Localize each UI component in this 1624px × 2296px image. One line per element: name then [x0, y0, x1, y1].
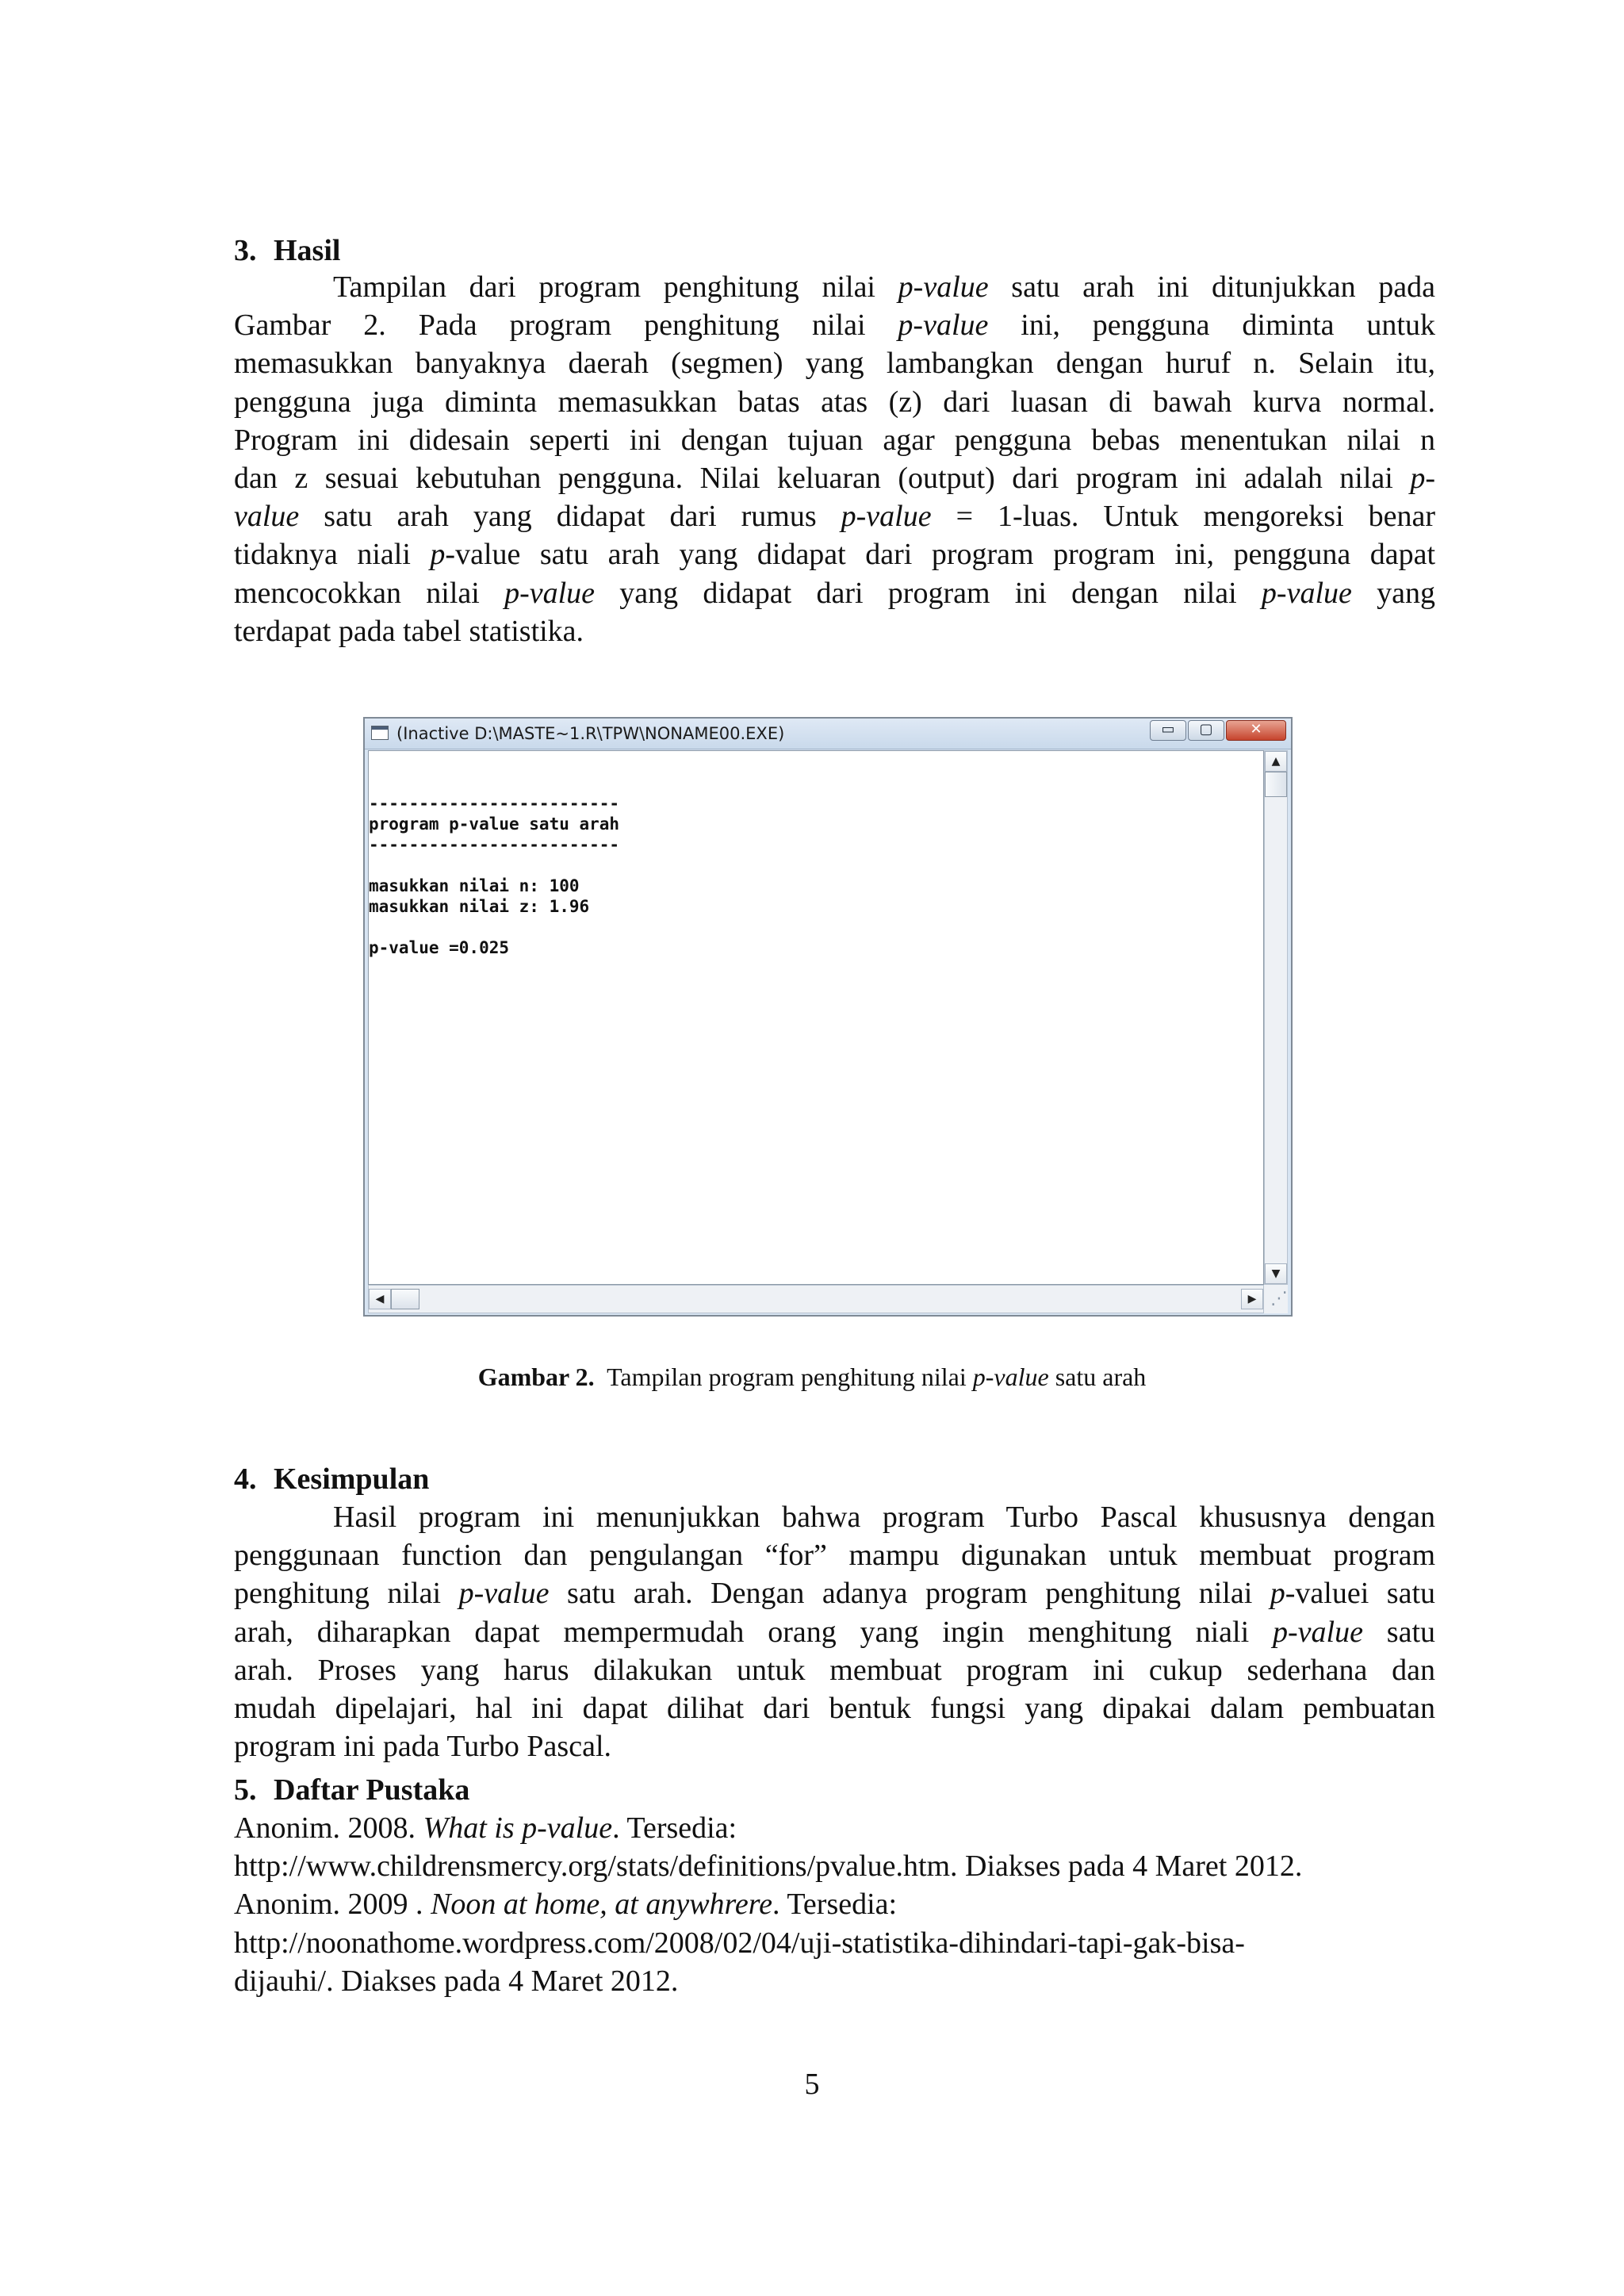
text-run: satu arah yang didapat dari rumus	[299, 500, 841, 534]
text-line	[234, 1962, 1302, 2000]
window-title: (Inactive D:\MASTE~1.R\TPW\NONAME00.EXE)	[396, 724, 785, 743]
italic-run: p-value	[898, 270, 989, 304]
text-line	[234, 1574, 1435, 1612]
text-line	[234, 459, 1435, 497]
console-line: program p-value satu arah	[369, 815, 620, 834]
italic-run: value	[234, 500, 300, 534]
text-run: yang	[1351, 576, 1435, 610]
section-title: Kesimpulan	[274, 1462, 430, 1496]
italic-run: p-value	[1273, 1615, 1363, 1649]
text-run: satu arah. Dengan adanya program penghitung nilai	[549, 1577, 1270, 1611]
text-run: Tampilan dari program penghitung nilai	[333, 270, 898, 304]
caption-label: Gambar 2.	[477, 1363, 595, 1391]
text-run: Program ini didesain seperti ini dengan tujuan agar pengguna bebas menentukan nilai n	[234, 423, 1435, 457]
horizontal-scroll-thumb[interactable]	[391, 1289, 419, 1309]
section-number: 4.	[234, 1462, 257, 1496]
scroll-up-icon[interactable]: ▲	[1265, 751, 1287, 772]
vertical-scroll-thumb[interactable]	[1265, 772, 1287, 797]
text-run: Gambar 2. Pada program penghitung nilai	[234, 309, 898, 343]
figure-caption	[0, 1361, 1624, 1393]
text-line	[234, 1536, 1435, 1574]
reference-list	[234, 1809, 1302, 2000]
text-run: penghitung nilai	[234, 1577, 459, 1611]
text-line	[234, 1809, 1302, 1847]
italic-run: Noon at home, at anywhrere	[431, 1888, 773, 1922]
italic-run: p-value	[504, 576, 596, 610]
scroll-down-icon[interactable]: ▼	[1265, 1263, 1287, 1284]
text-run: dijauhi/. Diakses pada 4 Maret 2012.	[234, 1964, 679, 1998]
text-line	[234, 1498, 1435, 1536]
text-line	[234, 1651, 1435, 1689]
text-line	[234, 344, 1435, 382]
window-title-bar	[365, 719, 1291, 749]
section-heading-kesimpulan	[234, 1460, 429, 1498]
text-line	[234, 574, 1435, 612]
text-run: . Tersedia:	[772, 1888, 898, 1922]
section-number: 5.	[234, 1773, 257, 1807]
horizontal-scrollbar[interactable]	[368, 1285, 1264, 1313]
resize-grip-icon[interactable]: ⋰	[1264, 1285, 1288, 1313]
text-line	[234, 1847, 1302, 1885]
text-run: mencocokkan nilai	[234, 576, 505, 610]
console-line: masukkan nilai n: 100	[369, 876, 580, 895]
section-number: 3.	[234, 234, 257, 267]
section-heading-daftar-pustaka	[234, 1771, 469, 1809]
text-line	[234, 1885, 1302, 1923]
text-line	[234, 268, 1435, 306]
text-line	[234, 306, 1435, 344]
text-run: arah. Proses yang harus dilakukan untuk membuat program ini cukup sederhana dan	[234, 1653, 1435, 1687]
text-run: -valuei satu	[1285, 1577, 1435, 1611]
text-run: Anonim. 2009 .	[234, 1888, 431, 1922]
text-run: . Tersedia:	[612, 1811, 737, 1845]
italic-run: What is p-value	[423, 1811, 613, 1845]
hasil-paragraph	[234, 268, 1435, 650]
console-line: -------------------------	[369, 794, 620, 813]
text-line	[234, 1613, 1435, 1651]
text-run: program ini pada Turbo Pascal.	[234, 1730, 612, 1764]
text-run: yang didapat dari program ini dengan nilai	[595, 576, 1262, 610]
text-run: memasukkan banyaknya daerah (segmen) yang lambangkan dengan huruf n. Selain itu,	[234, 347, 1435, 381]
text-run: = 1-luas. Untuk mengoreksi benar	[931, 500, 1435, 534]
text-line	[234, 1727, 1435, 1765]
italic-run: p	[430, 538, 446, 572]
italic-run: p-value	[898, 309, 989, 343]
console-line: -------------------------	[369, 835, 620, 854]
text-run: mudah dipelajari, hal ini dapat dilihat dari bentuk fungsi yang dipakai dalam pembuatan	[234, 1691, 1435, 1725]
italic-run: p-	[1410, 461, 1435, 495]
console-app-icon	[371, 726, 389, 740]
text-line	[234, 535, 1435, 573]
caption-text-italic: p-value	[972, 1363, 1049, 1391]
text-run: terdapat pada tabel statistika.	[234, 614, 584, 648]
italic-run: p-value	[458, 1577, 550, 1611]
caption-text-end: satu arah	[1048, 1363, 1147, 1391]
italic-run: p	[1270, 1577, 1285, 1611]
text-run: arah, diharapkan dapat mempermudah orang yang ingin menghitung niali	[234, 1615, 1273, 1649]
text-line	[234, 1924, 1302, 1962]
maximize-button[interactable]: ▢	[1188, 720, 1224, 741]
vertical-scrollbar[interactable]	[1264, 750, 1288, 1285]
section-title: Daftar Pustaka	[274, 1773, 470, 1807]
text-run: http://noonathome.wordpress.com/2008/02/04/uji-statistika-dihindari-tapi-gak-bisa-	[234, 1926, 1245, 1960]
scroll-left-icon[interactable]: ◀	[369, 1289, 391, 1309]
text-run: http://www.childrensmercy.org/stats/definitions/pvalue.htm. Diakses pada 4 Maret 2012.	[234, 1849, 1303, 1884]
scroll-right-icon[interactable]: ▶	[1241, 1289, 1263, 1309]
caption-text: Tampilan program penghitung nilai	[607, 1363, 973, 1391]
text-run: dan z sesuai kebutuhan pengguna. Nilai keluaran (output) dari program ini adalah nilai	[234, 461, 1411, 495]
page-number: 5	[804, 2068, 820, 2101]
text-line	[234, 1689, 1435, 1727]
text-run: -value satu arah yang didapat dari program program ini, pengguna dapat	[445, 538, 1436, 572]
text-line	[234, 383, 1435, 421]
section-title: Hasil	[274, 234, 341, 267]
text-run: satu arah ini ditunjukkan pada	[988, 270, 1435, 304]
console-line: masukkan nilai z: 1.96	[369, 897, 590, 916]
text-run: Hasil program ini menunjukkan bahwa program Turbo Pascal khususnya dengan	[333, 1501, 1435, 1534]
text-line	[234, 612, 1435, 650]
text-run: satu	[1362, 1615, 1435, 1649]
close-button[interactable]: ✕	[1226, 720, 1286, 741]
italic-run: p-value	[841, 500, 932, 534]
program-window	[363, 717, 1293, 1317]
text-line	[234, 497, 1435, 535]
text-run: tidaknya niali	[234, 538, 431, 572]
text-run: Anonim. 2008.	[234, 1811, 423, 1845]
text-line	[234, 421, 1435, 459]
console-line: p-value =0.025	[369, 938, 510, 957]
section-heading-hasil	[234, 232, 340, 270]
kesimpulan-paragraph	[234, 1498, 1435, 1765]
text-run: penggunaan function dan pengulangan “for” mampu digunakan untuk membuat program	[234, 1539, 1435, 1573]
minimize-button[interactable]: ▭	[1150, 720, 1186, 741]
text-run: ini, pengguna diminta untuk	[988, 309, 1435, 343]
italic-run: p-value	[1261, 576, 1352, 610]
console-output	[368, 750, 1264, 1285]
text-run: pengguna juga diminta memasukkan batas atas (z) dari luasan di bawah kurva normal.	[234, 385, 1435, 419]
